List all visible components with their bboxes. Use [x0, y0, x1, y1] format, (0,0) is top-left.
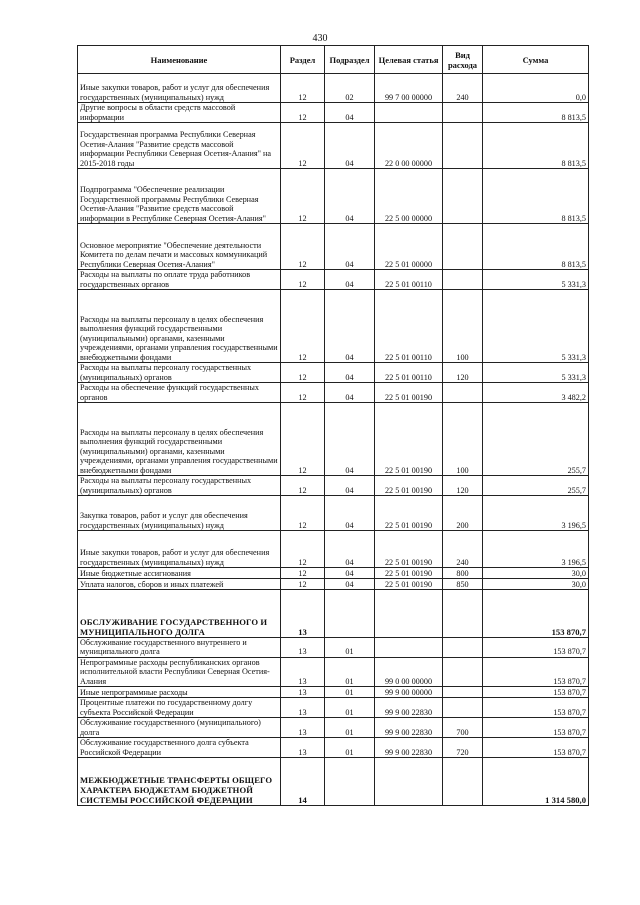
- table-row: [78, 290, 589, 363]
- cell-sum: 153 870,7: [483, 738, 589, 758]
- table-row: [78, 169, 589, 224]
- cell-sum: 153 870,7: [483, 687, 589, 698]
- cell-sum: 255,7: [483, 476, 589, 496]
- table-row: [78, 657, 589, 686]
- cell-expense: 100: [443, 403, 483, 476]
- cell-sum: 1 314 580,0: [483, 758, 589, 806]
- table-row: [78, 638, 589, 658]
- cell-sum: 8 813,5: [483, 224, 589, 270]
- table-row: [78, 579, 589, 590]
- cell-target: 22 5 01 00190: [375, 531, 443, 568]
- cell-target: 22 0 00 00000: [375, 123, 443, 169]
- cell-expense: [443, 687, 483, 698]
- cell-section: 12: [281, 290, 325, 363]
- budget-table: [77, 45, 589, 806]
- cell-name: Государственная программа Республики Северная Осетия-Алания "Развитие средств массовой информации Республики Северная Осетия-Алания" на 2015-2018 годы: [78, 123, 281, 169]
- cell-section: 12: [281, 579, 325, 590]
- cell-expense: 800: [443, 568, 483, 579]
- cell-section: 12: [281, 169, 325, 224]
- cell-name: Обслуживание государственного (муниципального) долга: [78, 718, 281, 738]
- cell-subsection: 04: [325, 383, 375, 403]
- cell-expense: [443, 698, 483, 718]
- table-row: [78, 738, 589, 758]
- cell-name: Расходы на выплаты персоналу в целях обеспечения выполнения функций государственными (муниципальными) органами, казенными учреждениями, органами управления государственными внебюджетными фондами: [78, 290, 281, 363]
- cell-sum: 153 870,7: [483, 638, 589, 658]
- cell-target: 99 0 00 00000: [375, 657, 443, 686]
- cell-section: 12: [281, 123, 325, 169]
- cell-expense: 120: [443, 363, 483, 383]
- cell-expense: 240: [443, 531, 483, 568]
- cell-section: 13: [281, 657, 325, 686]
- cell-expense: 120: [443, 476, 483, 496]
- cell-expense: [443, 657, 483, 686]
- cell-sum: 3 196,5: [483, 496, 589, 531]
- cell-subsection: 04: [325, 476, 375, 496]
- cell-name: МЕЖБЮДЖЕТНЫЕ ТРАНСФЕРТЫ ОБЩЕГО ХАРАКТЕРА БЮДЖЕТАМ БЮДЖЕТНОЙ СИСТЕМЫ РОССИЙСКОЙ ФЕДЕРАЦИИ: [78, 758, 281, 806]
- cell-sum: 5 331,3: [483, 290, 589, 363]
- page-number: 430: [312, 33, 328, 44]
- header-section: Раздел: [281, 46, 325, 74]
- cell-section: 12: [281, 476, 325, 496]
- cell-subsection: 04: [325, 496, 375, 531]
- cell-section: 12: [281, 103, 325, 123]
- cell-name: Обслуживание государственного внутреннего и муниципального долга: [78, 638, 281, 658]
- cell-subsection: 04: [325, 531, 375, 568]
- table-header-row: [78, 46, 589, 74]
- cell-target: 22 5 01 00110: [375, 363, 443, 383]
- table-row: [78, 531, 589, 568]
- cell-target: 22 5 01 00190: [375, 383, 443, 403]
- cell-expense: [443, 123, 483, 169]
- cell-target: 99 9 00 22830: [375, 698, 443, 718]
- cell-expense: [443, 103, 483, 123]
- cell-target: 22 5 00 00000: [375, 169, 443, 224]
- cell-expense: [443, 638, 483, 658]
- cell-subsection: 04: [325, 290, 375, 363]
- header-target: Целевая статья: [375, 46, 443, 74]
- header-name: Наименование: [78, 46, 281, 74]
- table-row: [78, 687, 589, 698]
- table-row: [78, 123, 589, 169]
- cell-section: 12: [281, 74, 325, 103]
- cell-sum: 5 331,3: [483, 363, 589, 383]
- cell-expense: 240: [443, 74, 483, 103]
- cell-section: 12: [281, 363, 325, 383]
- cell-name: Другие вопросы в области средств массовой информации: [78, 103, 281, 123]
- cell-name: Обслуживание государственного долга субъекта Российской Федерации: [78, 738, 281, 758]
- cell-target: 22 5 01 00190: [375, 476, 443, 496]
- cell-subsection: 04: [325, 270, 375, 290]
- cell-name: ОБСЛУЖИВАНИЕ ГОСУДАРСТВЕННОГО И МУНИЦИПАЛЬНОГО ДОЛГА: [78, 590, 281, 638]
- cell-target: 99 9 00 00000: [375, 687, 443, 698]
- cell-name: Расходы на выплаты персоналу в целях обеспечения выполнения функций государственными (муниципальными) органами, казенными учреждениями, органами управления государственными внебюджетными фондами: [78, 403, 281, 476]
- cell-target: 22 5 01 00190: [375, 496, 443, 531]
- table-row: [78, 758, 589, 806]
- table-row: [78, 103, 589, 123]
- cell-sum: 8 813,5: [483, 123, 589, 169]
- cell-target: 22 5 01 00110: [375, 270, 443, 290]
- cell-sum: 153 870,7: [483, 657, 589, 686]
- cell-target: 22 5 01 00110: [375, 290, 443, 363]
- cell-subsection: 04: [325, 403, 375, 476]
- cell-subsection: 04: [325, 579, 375, 590]
- cell-subsection: 04: [325, 363, 375, 383]
- table-row: [78, 363, 589, 383]
- cell-subsection: 04: [325, 568, 375, 579]
- header-sum: Сумма: [483, 46, 589, 74]
- table-row: [78, 270, 589, 290]
- cell-subsection: 01: [325, 638, 375, 658]
- table-row: [78, 383, 589, 403]
- cell-sum: 255,7: [483, 403, 589, 476]
- cell-name: Непрограммные расходы республиканских органов исполнительной власти Республики Северная Осетия-Алания: [78, 657, 281, 686]
- table-row: [78, 590, 589, 638]
- cell-sum: 30,0: [483, 568, 589, 579]
- cell-subsection: 01: [325, 718, 375, 738]
- cell-name: Закупка товаров, работ и услуг для обеспечения государственных (муниципальных) нужд: [78, 496, 281, 531]
- cell-target: 99 9 00 22830: [375, 718, 443, 738]
- cell-name: Иные закупки товаров, работ и услуг для обеспечения государственных (муниципальных) нужд: [78, 74, 281, 103]
- cell-section: 12: [281, 531, 325, 568]
- cell-target: 22 5 01 00190: [375, 579, 443, 590]
- cell-section: 13: [281, 590, 325, 638]
- table-row: [78, 698, 589, 718]
- cell-section: 13: [281, 738, 325, 758]
- cell-target: 22 5 01 00000: [375, 224, 443, 270]
- table-row: [78, 74, 589, 103]
- cell-section: 13: [281, 687, 325, 698]
- cell-name: Процентные платежи по государственному долгу субъекта Российской Федерации: [78, 698, 281, 718]
- cell-expense: 720: [443, 738, 483, 758]
- cell-target: 99 7 00 00000: [375, 74, 443, 103]
- header-subsection: Подраздел: [325, 46, 375, 74]
- cell-subsection: 01: [325, 698, 375, 718]
- cell-name: Иные закупки товаров, работ и услуг для обеспечения государственных (муниципальных) нужд: [78, 531, 281, 568]
- cell-target: [375, 590, 443, 638]
- cell-subsection: 02: [325, 74, 375, 103]
- cell-subsection: 01: [325, 657, 375, 686]
- cell-subsection: 04: [325, 103, 375, 123]
- cell-subsection: [325, 590, 375, 638]
- cell-section: 12: [281, 383, 325, 403]
- table-row: [78, 496, 589, 531]
- cell-expense: 850: [443, 579, 483, 590]
- table-row: [78, 476, 589, 496]
- cell-name: Подпрограмма "Обеспечение реализации Государственной программы Республики Северная Осетия-Алания "Развитие средств массовой информации в Республике Северная Осетия-Алания": [78, 169, 281, 224]
- cell-name: Иные бюджетные ассигнования: [78, 568, 281, 579]
- cell-section: 12: [281, 568, 325, 579]
- cell-subsection: 01: [325, 738, 375, 758]
- cell-expense: 200: [443, 496, 483, 531]
- cell-sum: 3 196,5: [483, 531, 589, 568]
- cell-name: Расходы на обеспечение функций государственных органов: [78, 383, 281, 403]
- table-row: [78, 568, 589, 579]
- header-expense: Вид расхода: [443, 46, 483, 74]
- cell-sum: 153 870,7: [483, 698, 589, 718]
- cell-name: Иные непрограммные расходы: [78, 687, 281, 698]
- cell-sum: 3 482,2: [483, 383, 589, 403]
- cell-subsection: 01: [325, 687, 375, 698]
- cell-sum: 0,0: [483, 74, 589, 103]
- cell-target: [375, 103, 443, 123]
- cell-expense: [443, 169, 483, 224]
- cell-section: 13: [281, 698, 325, 718]
- cell-subsection: 04: [325, 169, 375, 224]
- cell-section: 13: [281, 718, 325, 738]
- cell-sum: 5 331,3: [483, 270, 589, 290]
- cell-section: 14: [281, 758, 325, 806]
- table-row: [78, 224, 589, 270]
- cell-subsection: 04: [325, 123, 375, 169]
- cell-expense: [443, 224, 483, 270]
- cell-section: 12: [281, 270, 325, 290]
- cell-section: 12: [281, 224, 325, 270]
- cell-target: 22 5 01 00190: [375, 403, 443, 476]
- cell-section: 12: [281, 496, 325, 531]
- cell-sum: 153 870,7: [483, 590, 589, 638]
- cell-expense: 100: [443, 290, 483, 363]
- table-row: [78, 403, 589, 476]
- cell-name: Основное мероприятие "Обеспечение деятельности Комитета по делам печати и массовых коммуникаций Республики Северная Осетия-Алания": [78, 224, 281, 270]
- cell-target: 99 9 00 22830: [375, 738, 443, 758]
- table-row: [78, 718, 589, 738]
- cell-expense: [443, 758, 483, 806]
- cell-target: 22 5 01 00190: [375, 568, 443, 579]
- cell-subsection: 04: [325, 224, 375, 270]
- table-body: [78, 74, 589, 806]
- cell-name: Расходы на выплаты по оплате труда работников государственных органов: [78, 270, 281, 290]
- cell-target: [375, 638, 443, 658]
- cell-name: Расходы на выплаты персоналу государственных (муниципальных) органов: [78, 476, 281, 496]
- cell-expense: [443, 590, 483, 638]
- cell-expense: [443, 270, 483, 290]
- cell-name: Расходы на выплаты персоналу государственных (муниципальных) органов: [78, 363, 281, 383]
- cell-sum: 153 870,7: [483, 718, 589, 738]
- cell-section: 12: [281, 403, 325, 476]
- cell-sum: 8 813,5: [483, 169, 589, 224]
- cell-expense: 700: [443, 718, 483, 738]
- cell-subsection: [325, 758, 375, 806]
- cell-name: Уплата налогов, сборов и иных платежей: [78, 579, 281, 590]
- cell-section: 13: [281, 638, 325, 658]
- cell-sum: 30,0: [483, 579, 589, 590]
- cell-expense: [443, 383, 483, 403]
- cell-target: [375, 758, 443, 806]
- cell-sum: 8 813,5: [483, 103, 589, 123]
